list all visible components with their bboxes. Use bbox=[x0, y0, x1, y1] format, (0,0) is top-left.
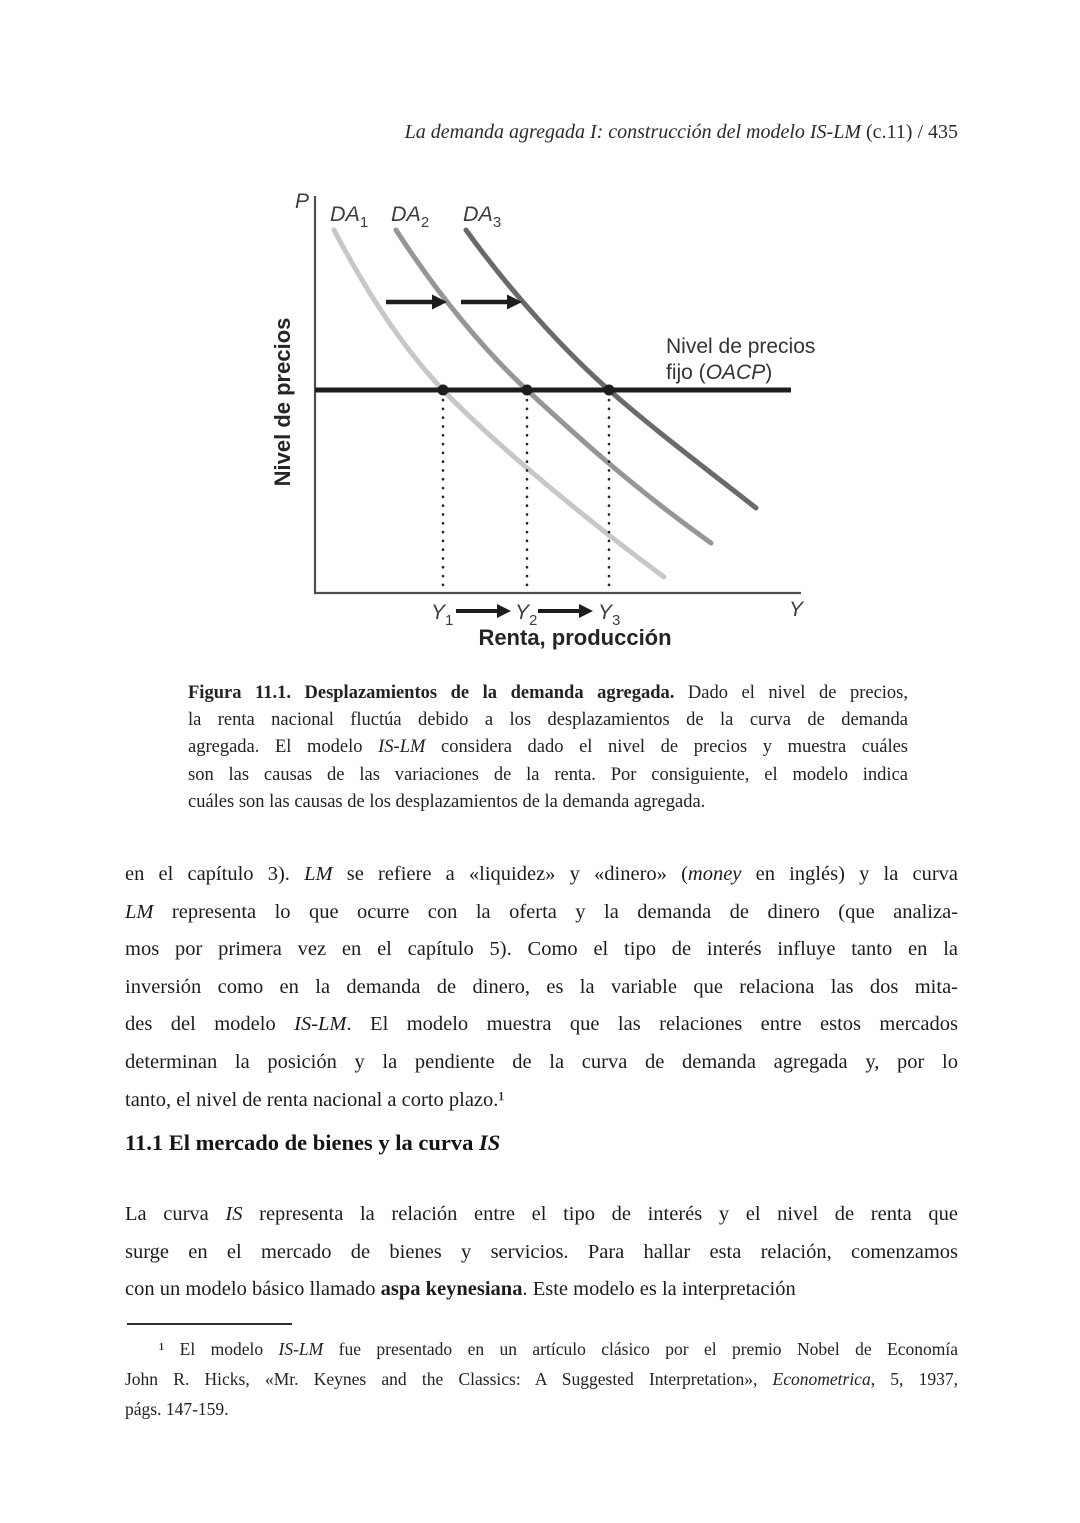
intersection-dot-3 bbox=[604, 385, 615, 396]
x-axis-letter: Y bbox=[789, 598, 804, 621]
x-shift-arrow-2-icon bbox=[538, 604, 593, 618]
x-tick-y2: $Y_2$ bbox=[515, 601, 538, 629]
running-head: La demanda agregada I: construcción del modelo IS-LM (c.11) / 435 bbox=[404, 121, 958, 143]
da1-label: $DA_1$ bbox=[330, 202, 369, 231]
text-line: cuáles son las causas de los desplazamientos de la demanda agregada. bbox=[188, 791, 706, 812]
footnote bbox=[125, 1334, 958, 1424]
text-line: La curva IS representa la relación entre el tipo de interés y el nivel de renta que bbox=[125, 1203, 958, 1225]
text-line: determinan la posición y la pendiente de la curva de demanda agregada y, por lo bbox=[125, 1050, 958, 1073]
x-shift-arrow-1-icon bbox=[456, 604, 511, 618]
text-line: la renta nacional fluctúa debido a los desplazamientos de la curva de demanda bbox=[188, 710, 908, 731]
chart-axes bbox=[315, 196, 801, 593]
text-line: son las causas de las variaciones de la renta. Por consiguiente, el modelo indica bbox=[188, 764, 908, 785]
text-line: con un modelo básico llamado aspa keynesiana. Este modelo es la interpretación bbox=[125, 1278, 796, 1301]
da1-curve bbox=[334, 230, 664, 577]
text-line: inversión como en la demanda de dinero, es la variable que relaciona las dos mita- bbox=[125, 975, 958, 998]
intersection-dot-2 bbox=[522, 385, 533, 396]
body-paragraph-1 bbox=[125, 856, 958, 1119]
text-line: en el capítulo 3). LM se refiere a «liquidez» y «dinero» (money en inglés) y la curva bbox=[125, 863, 958, 885]
text-line: mos por primera vez en el capítulo 5). Como el tipo de interés influye tanto en la bbox=[125, 938, 958, 961]
shift-arrow-2-icon bbox=[461, 295, 522, 310]
x-tick-y1: $Y_1$ bbox=[431, 601, 454, 629]
x-axis-title: Renta, producción bbox=[478, 625, 672, 650]
da2-label: $DA_2$ bbox=[391, 202, 430, 231]
intersection-dot-1 bbox=[438, 385, 449, 396]
fixed-price-label-line2: fijo (OACP) bbox=[666, 361, 773, 384]
body-paragraph-2 bbox=[125, 1196, 958, 1309]
y-axis-letter: P bbox=[294, 190, 309, 213]
fixed-price-label-line1: Nivel de precios bbox=[666, 335, 816, 358]
x-tick-y3: $Y_3$ bbox=[598, 601, 621, 629]
text-line: surge en el mercado de bienes y servicios. Para hallar esta relación, comenzamos bbox=[125, 1240, 958, 1263]
text-line: agregada. El modelo IS-LM considera dado el nivel de precios y muestra cuáles bbox=[188, 737, 909, 758]
figure-caption bbox=[188, 680, 908, 816]
da3-label: $DA_3$ bbox=[463, 202, 502, 231]
y-axis-title: Nivel de precios bbox=[270, 317, 295, 487]
section-heading: 11.1 El mercado de bienes y la curva IS bbox=[125, 1130, 501, 1155]
text-line: tanto, el nivel de renta nacional a corto plazo.¹ bbox=[125, 1088, 505, 1111]
text-line: LM representa lo que ocurre con la oferta y la demanda de dinero (que analiza- bbox=[125, 900, 958, 923]
text-line: des del modelo IS-LM. El modelo muestra que las relaciones entre estos mercados bbox=[125, 1013, 958, 1036]
text-line: Figura 11.1. Desplazamientos de la demanda agregada. Dado el nivel de precios, bbox=[188, 683, 909, 703]
text-line: págs. 147-159. bbox=[125, 1399, 229, 1419]
text-line: John R. Hicks, «Mr. Keynes and the Classics: A Suggested Interpretation», Econometrica, 5, 1937, bbox=[125, 1369, 958, 1389]
figure-11-1-chart bbox=[250, 183, 820, 668]
shift-arrow-1-icon bbox=[386, 295, 447, 310]
footnote-rule bbox=[127, 1323, 292, 1325]
text-line: ¹ El modelo IS-LM fue presentado en un artículo clásico por el premio Nobel de Economía bbox=[159, 1339, 958, 1359]
